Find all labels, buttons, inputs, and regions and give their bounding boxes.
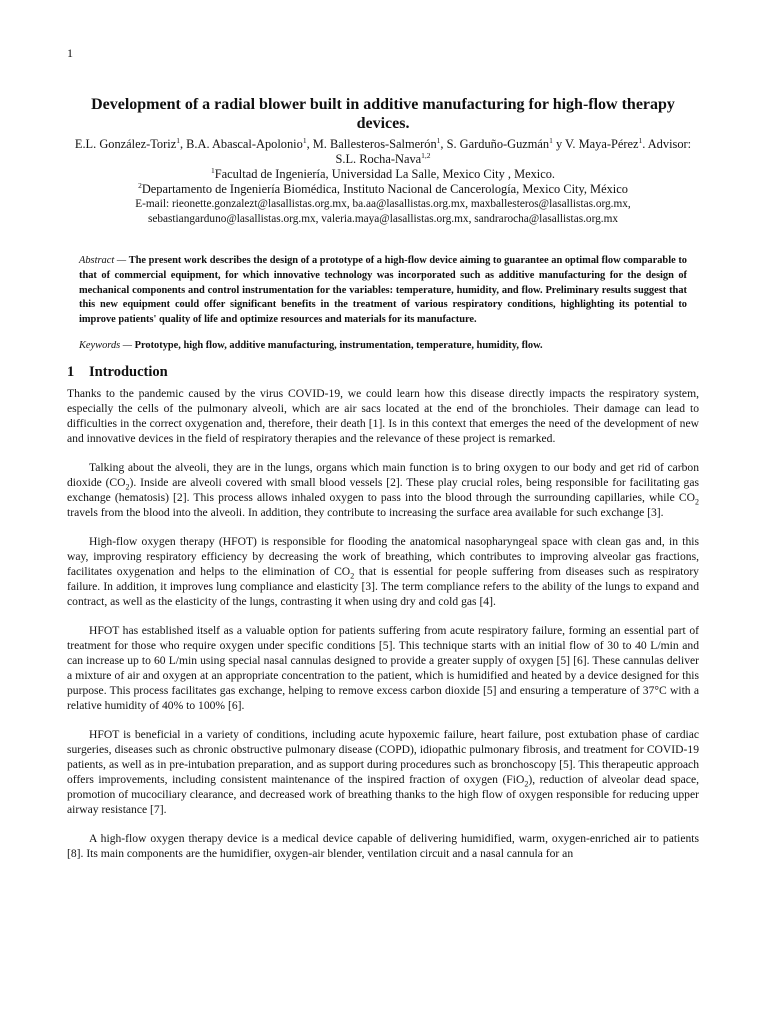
affiliation-text: Facultad de Ingeniería, Universidad La Salle, Mexico City , Mexico. bbox=[214, 167, 556, 181]
paragraph-text: Talking about the alveoli, they are in the lungs, organs which main function is to bring oxygen to our body and get rid of carbon dioxide (CO bbox=[67, 460, 699, 489]
affiliation-text: Departamento de Ingeniería Biomédica, Instituto Nacional de Cancerología, Mexico City, México bbox=[141, 182, 628, 196]
keywords-text: Prototype, high flow, additive manufacturing, instrumentation, temperature, humidity, flow. bbox=[134, 339, 543, 351]
paragraph-text: ), reduction of alveolar dead space, promotion of mucociliary clearance, and decreased work of breathing thanks to the high flow of oxygen responsible for reducing upper airway resistance [7]. bbox=[67, 772, 699, 816]
page-number: 1 bbox=[67, 46, 73, 60]
abstract bbox=[79, 254, 687, 328]
author-affil-sup: 1 bbox=[436, 135, 441, 145]
subscript: 2 bbox=[524, 779, 529, 789]
author-text: y V. Maya-Pérez bbox=[552, 137, 639, 151]
paragraph-text: that is essential for people suffering from diseases such as respiratory failure. In addition, it improves lung compliance and elasticity [3]. The term compliance refers to the ability of the lungs to expand and contract, as well as the elasticity of the lungs, contrasting it when using dry and cold gas [4]. bbox=[67, 564, 699, 608]
section-number: 1 bbox=[67, 363, 75, 380]
author-text: , S. Garduño-Guzmán bbox=[440, 137, 550, 151]
author-text: , B.A. Abascal-Apolonio bbox=[179, 137, 303, 151]
email-line-1: E-mail: rieonette.gonzalezt@lasallistas.org.mx, ba.aa@lasallistas.org.mx, maxballesteros@lasallistas.org.mx, bbox=[135, 198, 631, 210]
affil-sup: 2 bbox=[138, 180, 142, 190]
paragraph-6: A high-flow oxygen therapy device is a medical device capable of delivering humidified, warm, oxygen-enriched air to patients [8]. Its main components are the humidifier, oxygen-air blender, ventilation circuit and a nasal cannula for an bbox=[67, 831, 699, 860]
paper-title: Development of a radial blower built in additive manufacturing for high-flow therapy devices. bbox=[91, 96, 675, 132]
section-heading-introduction bbox=[67, 363, 699, 381]
keywords-label: Keywords — bbox=[79, 339, 135, 351]
paragraph-1: Thanks to the pandemic caused by the virus COVID-19, we could learn how this disease directly impacts the respiratory system, especially the cells of the pulmonary alveoli, which are air sacs located at the end of the bronchioles. Their damage can lead to difficulties in the correct oxygenation and, therefore, their death [1]. Is in this context that emerges the need of the development of new and innovative devices in the field of respiratory therapies and the relevance of these project is remarked. bbox=[67, 386, 699, 445]
paragraph-text: HFOT is beneficial in a variety of conditions, including acute hypoxemic failure, heart failure, post extubation phase of cardiac surgeries, diseases such as chronic obstructive pulmonary disease (COPD), idiopathic pulmonary fibrosis, and treatment for COVID-19 patients, as well as in pre-intubation preparation, and as support during procedures such as bronchoscopy [5]. This therapeutic approach offers improvements, including consistent maintenance of the inspired fraction of oxygen (FiO bbox=[67, 727, 699, 786]
email-line-2: sebastiangarduno@lasallistas.org.mx, valeria.maya@lasallistas.org.mx, sandrarocha@lasallistas.org.mx bbox=[147, 213, 619, 225]
author-affil-sup: 1,2 bbox=[421, 150, 431, 160]
paragraph-4: HFOT has established itself as a valuable option for patients suffering from acute respiratory failure, forming an essential part of treatment for those who require oxygen under specific conditions [5]. This technique starts with an initial flow of 30 to 40 L/min and can increase up to 60 L/min using special nasal cannulas designed to provide a greater supply of oxygen [5] [6]. These cannulas deliver a mixture of air and oxygen at an appropriate concentration to the patient, which is humidified and heated by a device designed for this purpose. This process facilitates gas exchange, helping to remove excess carbon dioxide [5] and ensuring a temperature of 37°C with a relative humidity of 40% to 100% [6]. bbox=[67, 623, 699, 712]
author-text: , M. Ballesteros-Salmerón bbox=[306, 137, 437, 151]
paragraph-text: ). Inside are alveoli covered with small blood vessels [2]. These play crucial roles, being responsible for facilitating gas exchange (hematosis) [2]. This process allows inhaled oxygen to pass into the blood through the surrounding capillaries, while CO bbox=[67, 475, 700, 504]
paragraph-2 bbox=[67, 460, 699, 520]
abstract-label: Abstract — bbox=[79, 255, 129, 266]
affiliation-1 bbox=[67, 167, 699, 182]
paragraph-text: travels from the blood into the alveoli. In addition, they contribute to increasing the surface area available for such exchange [3]. bbox=[67, 505, 664, 519]
subscript: 2 bbox=[695, 497, 699, 507]
paragraph-text: High-flow oxygen therapy (HFOT) is responsible for flooding the anatomical nasopharyngeal space with clean gas and, in this way, improving respiratory efficiency by decreasing the work of breathing, which contributes to improving alveolar gas fractions, facilitates oxygenation and helps to the elimination of CO bbox=[67, 534, 699, 578]
paragraph-5 bbox=[67, 727, 699, 817]
abstract-text: The present work describes the design of a prototype of a high-flow device aiming to guarantee an optimal flow comparable to that of commercial equipment, for which innovative technology was incorporated such as additive manufacturing for the design of mechanical components and control instrumentation for the variables: temperature, humidity, and flow. Preliminary results suggest that this new equipment could offer significant benefits in the treatment of various respiratory conditions, highlighting its potential to improve patients' quality of life and optimize resources and materials for its manufacture. bbox=[79, 255, 687, 326]
affiliation-2 bbox=[67, 182, 699, 197]
author-text: E.L. González-Toriz bbox=[74, 137, 177, 151]
author-affil-sup: 1 bbox=[638, 135, 643, 145]
subscript: 2 bbox=[125, 482, 130, 492]
subscript: 2 bbox=[350, 571, 355, 581]
authors-line bbox=[67, 137, 699, 167]
paragraph-3 bbox=[67, 534, 699, 609]
author-affil-sup: 1 bbox=[302, 135, 307, 145]
paper-content bbox=[67, 95, 699, 875]
keywords bbox=[79, 339, 687, 354]
section-title: Introduction bbox=[89, 363, 168, 380]
author-text: . Advisor: S.L. Rocha-Nava bbox=[335, 137, 692, 166]
author-affil-sup: 1 bbox=[549, 135, 553, 145]
author-affil-sup: 1 bbox=[176, 135, 180, 145]
affil-sup: 1 bbox=[210, 165, 215, 175]
